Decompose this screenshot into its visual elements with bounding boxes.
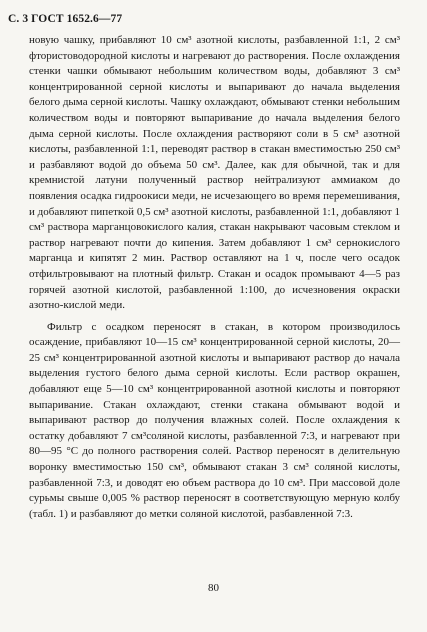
page-header: С. 3 ГОСТ 1652.6—77	[8, 13, 123, 25]
paragraph-1: новую чашку, прибавляют 10 см³ азотной кислоты, разбавленной 1:1, 2 см³ фтористоводородной кислоты и нагревают до растворения. После охлаждения стенки чашки обмывают небольшим количеством воды, добавляют 3 см³ концентрированной серной кислоты и выпаривают до начала выделения белого дыма серной кислоты. Чашку охлаждают, обмывают стенки небольшим количеством воды и повторяют выпаривание до начала выделения белого дыма серной кислоты. После охлаждения растворяют соли в 5 см³ азотной кислоты, разбавленной 1:1, переводят раствор в стакан вместимостью 250 см³ и разбавляют водой до объема 50 см³. Далее, как для обычной, так и для кремнистой латуни полученный раствор нейтрализуют аммиаком до появления осадка гидроокиси меди, не исчезающего во время перемешивания, и добавляют пипеткой 0,5 см³ азотной кислоты, разбавленной 1:1, добавляют 1 см³ раствора марганцовокислого калия, стакан накрывают часовым стеклом и раствор нагревают почти до кипения. Затем добавляют 1 см³ сернокислого марганца и кипятят 2 мин. Раствор оставляют на 1 ч, после чего осадок отфильтровывают на плотный фильтр. Стакан и осадок промывают 4—5 раз горячей азотной кислотой, разбавленной 1:100, до исчезновения окраски азотно-кислой меди.	[29, 34, 400, 312]
document-body	[29, 33, 400, 522]
page-number: 80	[208, 582, 219, 594]
paragraph-2: Фильтр с осадком переносят в стакан, в котором производилось осаждение, прибавляют 10—15 см³ концентрированной серной кислоты, 20—25 см³ концентрированной азотной кислоты и выпаривают раствор до начала выделения густого белого дыма серной кислоты. Если раствор окрашен, добавляют еще 5—10 см³ концентрированной азотной кислоты и повторяют выпаривание. Стакан охлаждают, стенки стакана обмывают водой и выпаривают раствор до получения влажных солей. После охлаждения к остатку добавляют 7 см³соляной кислоты, разбавленной 7:3, и нагревают при 80—95 °С до полного растворения солей. Раствор переносят в делительную воронку вместимостью 150 см³, обмывают стакан 3 см³ соляной кислоты, разбавленной 7:3, и доводят ею объем раствора до 10 см³. При массовой доле сурьмы свыше 0,005 % раствор переносят в соответствующую мерную колбу (табл. 1) и разбавляют до метки соляной кислотой, разбавленной 7:3.	[29, 320, 400, 520]
